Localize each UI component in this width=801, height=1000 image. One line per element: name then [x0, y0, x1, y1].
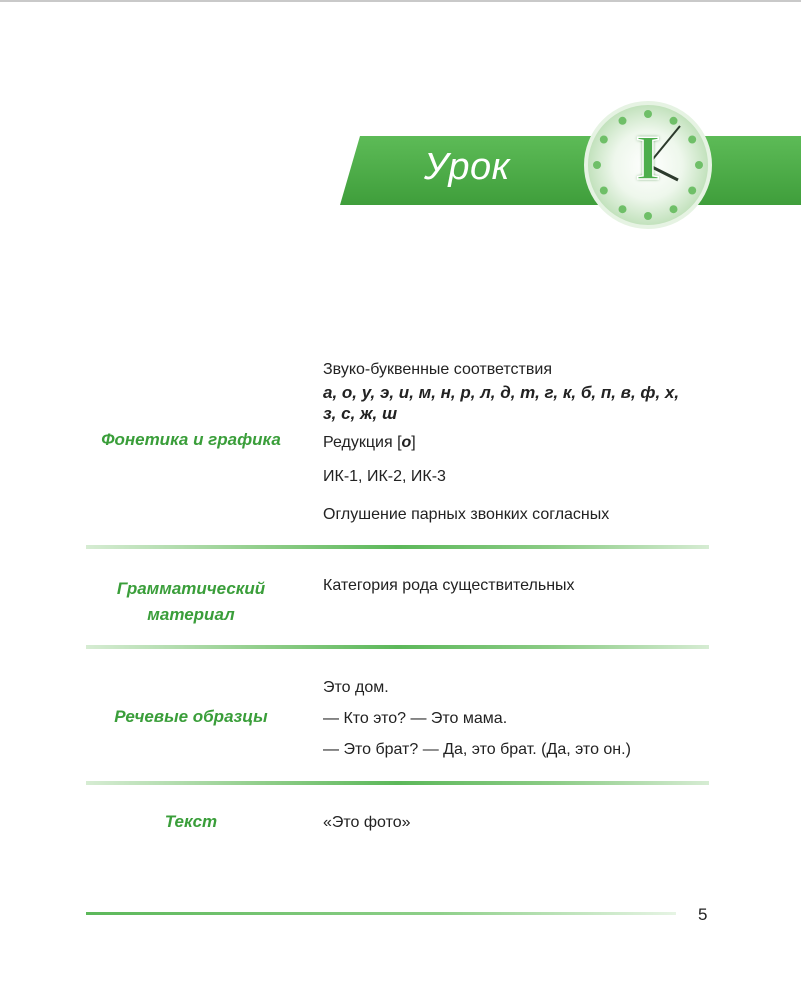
speech-line-3: — Это брат? — Да, это брат. (Да, это он.): [323, 741, 631, 758]
lesson-numeral: I: [635, 122, 661, 193]
reduction-suffix: ]: [411, 434, 416, 451]
lesson-banner: [340, 136, 801, 205]
section-divider: [86, 645, 709, 649]
speech-label: Речевые образцы: [114, 707, 268, 726]
grammar-label-line1: Грамматический: [116, 579, 266, 598]
phonetics-label: Фонетика и графика: [101, 430, 281, 449]
section-divider: [86, 781, 709, 785]
reduction-letter: о: [401, 434, 412, 451]
lesson-title: Урок: [424, 146, 511, 188]
speech-line-1: Это дом.: [323, 679, 389, 696]
grammar-label-line2: материал: [147, 605, 235, 624]
grammar-content: Категория рода существительных: [323, 577, 575, 594]
reduction-prefix: Редукция [: [323, 434, 402, 451]
page-number: 5: [698, 905, 708, 924]
text-content: «Это фото»: [323, 814, 411, 831]
sound-letter-heading: Звуко-буквенные соответствия: [323, 361, 552, 378]
text-label: Текст: [164, 812, 218, 831]
grammar-label: [86, 576, 296, 628]
top-border: [0, 0, 801, 2]
footer-line: [86, 912, 676, 915]
section-divider: [86, 545, 709, 549]
reduction-line: [323, 433, 416, 453]
intonation-line: ИК-1, ИК-2, ИК-3: [323, 468, 446, 485]
devoicing-line: Оглушение парных звонких согласных: [323, 506, 610, 523]
speech-line-2: — Кто это? — Это мама.: [323, 710, 508, 727]
letters-list: а, о, у, э, и, м, н, р, л, д, т, г, к, б, п, в, ф, х, з, с, ж, ш: [323, 383, 680, 423]
